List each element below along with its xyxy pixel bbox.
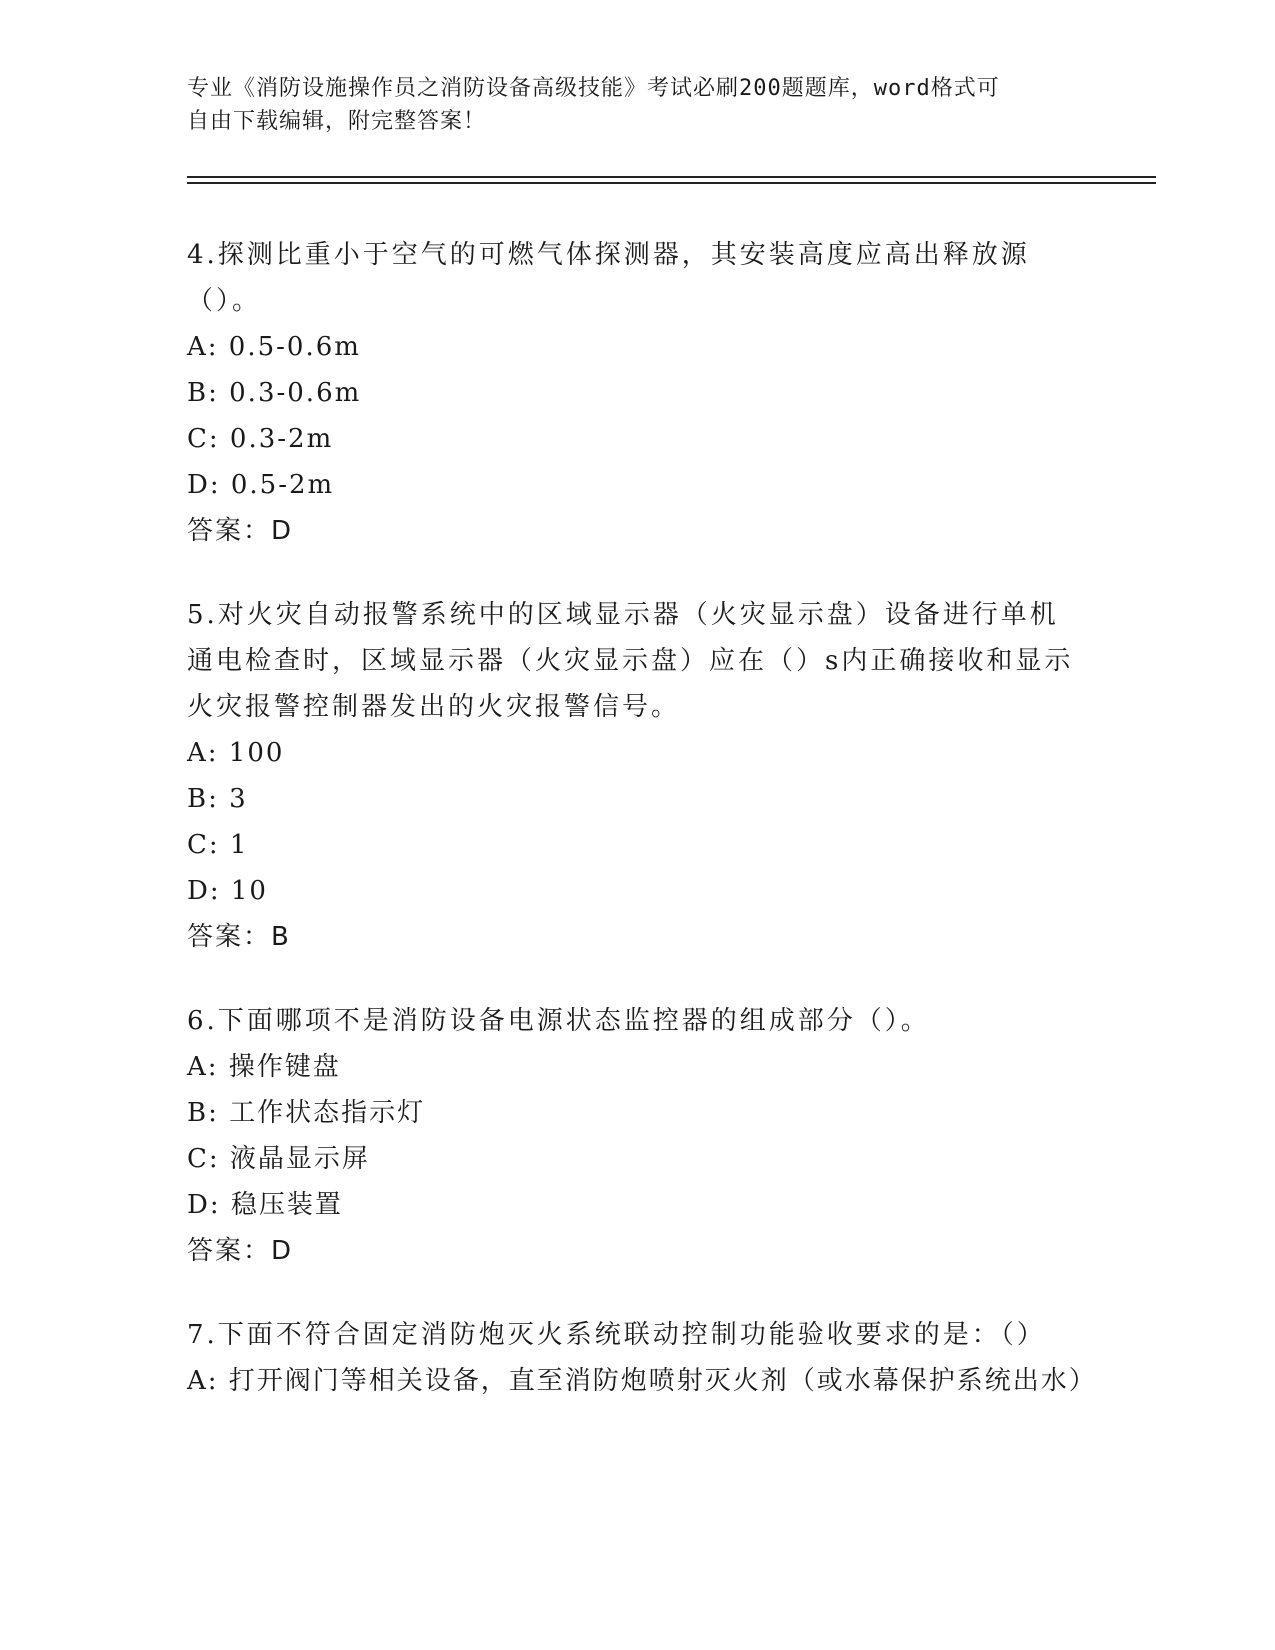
question-text: 7.下面不符合固定消防炮灭火系统联动控制功能验收要求的是：（） — [187, 1320, 1046, 1350]
document-header — [187, 72, 1087, 138]
option-c: C: 1 — [187, 830, 249, 860]
question-text: 4.探测比重小于空气的可燃气体探测器，其安装高度应高出释放源（）。 — [187, 240, 1030, 316]
answer-label: 答案：B — [187, 922, 291, 952]
option-a: A: 0.5-0.6m — [187, 332, 361, 362]
option-c: C: 0.3-2m — [187, 424, 334, 454]
question-5 — [187, 592, 1087, 960]
option-b: B: 工作状态指示灯 — [187, 1098, 426, 1128]
answer-label: 答案：D — [187, 1236, 294, 1266]
header-line-1: 专业《消防设施操作员之消防设备高级技能》考试必刷200题题库，word格式可 — [187, 76, 1000, 101]
option-a: A: 100 — [187, 738, 285, 768]
header-line-2: 自由下载编辑，附完整答案！ — [187, 109, 487, 134]
header-divider-top — [187, 176, 1156, 178]
option-a: A: 打开阀门等相关设备，直至消防炮喷射灭火剂（或水幕保护系统出水） — [187, 1366, 1097, 1396]
question-6 — [187, 998, 1087, 1274]
option-b: B: 0.3-0.6m — [187, 378, 362, 408]
option-d: D: 0.5-2m — [187, 470, 335, 500]
option-c: C: 液晶显示屏 — [187, 1144, 370, 1174]
header-divider-bottom — [187, 182, 1156, 184]
option-d: D: 10 — [187, 876, 268, 906]
question-4 — [187, 232, 1087, 554]
option-b: B: 3 — [187, 784, 248, 814]
option-a: A: 操作键盘 — [187, 1052, 341, 1082]
question-text: 5.对火灾自动报警系统中的区域显示器（火灾显示盘）设备进行单机通电检查时，区域显示器（火灾显示盘）应在（）s内正确接收和显示火灾报警控制器发出的火灾报警信号。 — [187, 600, 1074, 722]
answer-label: 答案：D — [187, 516, 294, 546]
question-text: 6.下面哪项不是消防设备电源状态监控器的组成部分（）。 — [187, 1006, 930, 1036]
option-d: D: 稳压装置 — [187, 1190, 343, 1220]
question-list — [187, 232, 1097, 1442]
question-7 — [187, 1312, 1097, 1404]
